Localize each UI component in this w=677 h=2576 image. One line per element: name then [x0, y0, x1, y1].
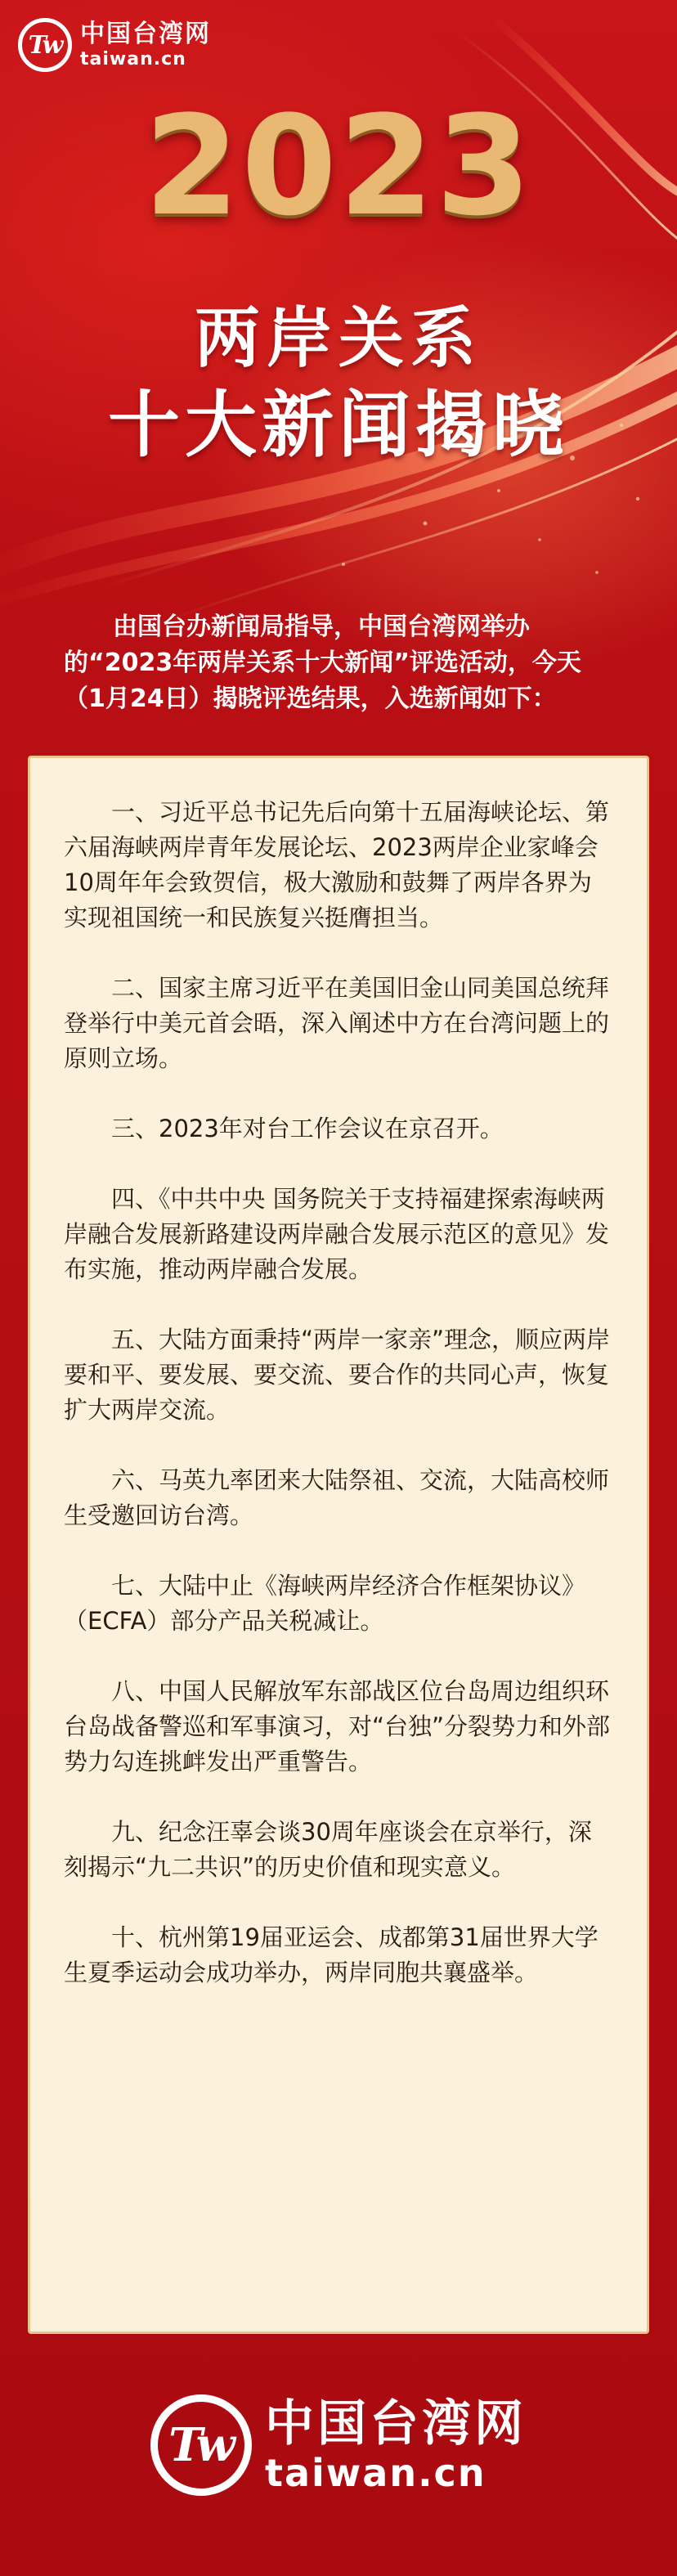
logo-wordmark: [265, 2396, 527, 2494]
hero-year: 2023: [144, 86, 533, 246]
logo-mark-text: Tw: [28, 30, 62, 60]
logo-name-cn: 中国台湾网: [265, 2395, 527, 2453]
news-list: [64, 795, 613, 2026]
logo-name-cn: 中国台湾网: [80, 20, 211, 48]
logo-wordmark: [80, 20, 211, 70]
news-item: 三、2023年对台工作会议在京召开。: [111, 1115, 504, 1142]
news-item: 九、纪念汪辜会谈30周年座谈会在京举行，深刻揭示“九二共识”的历史价值和现实意义。: [64, 1818, 592, 1881]
header-logo[interactable]: [18, 18, 211, 72]
news-item: 五、大陆方面秉持“两岸一家亲”理念，顺应两岸要和平、要发展、要交流、要合作的共同心声，恢复扩大两岸交流。: [64, 1326, 611, 1424]
logo-domain: taiwan.cn: [265, 2451, 486, 2495]
news-item: 七、大陆中止《海峡两岸经济合作框架协议》（ECFA）部分产品关税减让。: [64, 1572, 586, 1635]
news-item: 十、杭州第19届亚运会、成都第31届世界大学生夏季运动会成功举办，两岸同胞共襄盛举。: [64, 1923, 599, 1986]
taiwan-cn-logo-icon: [150, 2394, 252, 2496]
news-item: 四、《中共中央 国务院关于支持福建探索海峡两岸融合发展新路建设两岸融合发展示范区的意见》发布实施，推动两岸融合发展。: [64, 1185, 610, 1283]
news-item: 一、习近平总书记先后向第十五届海峡论坛、第六届海峡两岸青年发展论坛、2023两岸企业家峰会10周年年会致贺信，极大激励和鼓舞了两岸各界为实现祖国统一和民族复兴挺膺担当。: [64, 798, 610, 931]
news-item: 八、中国人民解放军东部战区位台岛周边组织环台岛战备警巡和军事演习，对“台独”分裂势力和外部势力勾连挑衅发出严重警告。: [64, 1677, 611, 1775]
news-item: 六、马英九率团来大陆祭祖、交流，大陆高校师生受邀回访台湾。: [64, 1466, 610, 1529]
hero-title-line2: 十大新闻揭晓: [107, 383, 569, 467]
hero-title-line1: 两岸关系: [195, 300, 482, 376]
footer-logo[interactable]: [0, 2394, 677, 2496]
logo-domain: taiwan.cn: [80, 49, 186, 70]
intro-paragraph: 由国台办新闻局指导，中国台湾网举办的“2023年两岸关系十大新闻”评选活动，今天（1月24日）揭晓评选结果，入选新闻如下：: [64, 613, 581, 713]
logo-mark-text: Tw: [168, 2418, 234, 2472]
taiwan-cn-logo-icon: [18, 18, 72, 72]
news-item: 二、国家主席习近平在美国旧金山同美国总统拜登举行中美元首会晤，深入阐述中方在台湾问题上的原则立场。: [64, 974, 610, 1072]
